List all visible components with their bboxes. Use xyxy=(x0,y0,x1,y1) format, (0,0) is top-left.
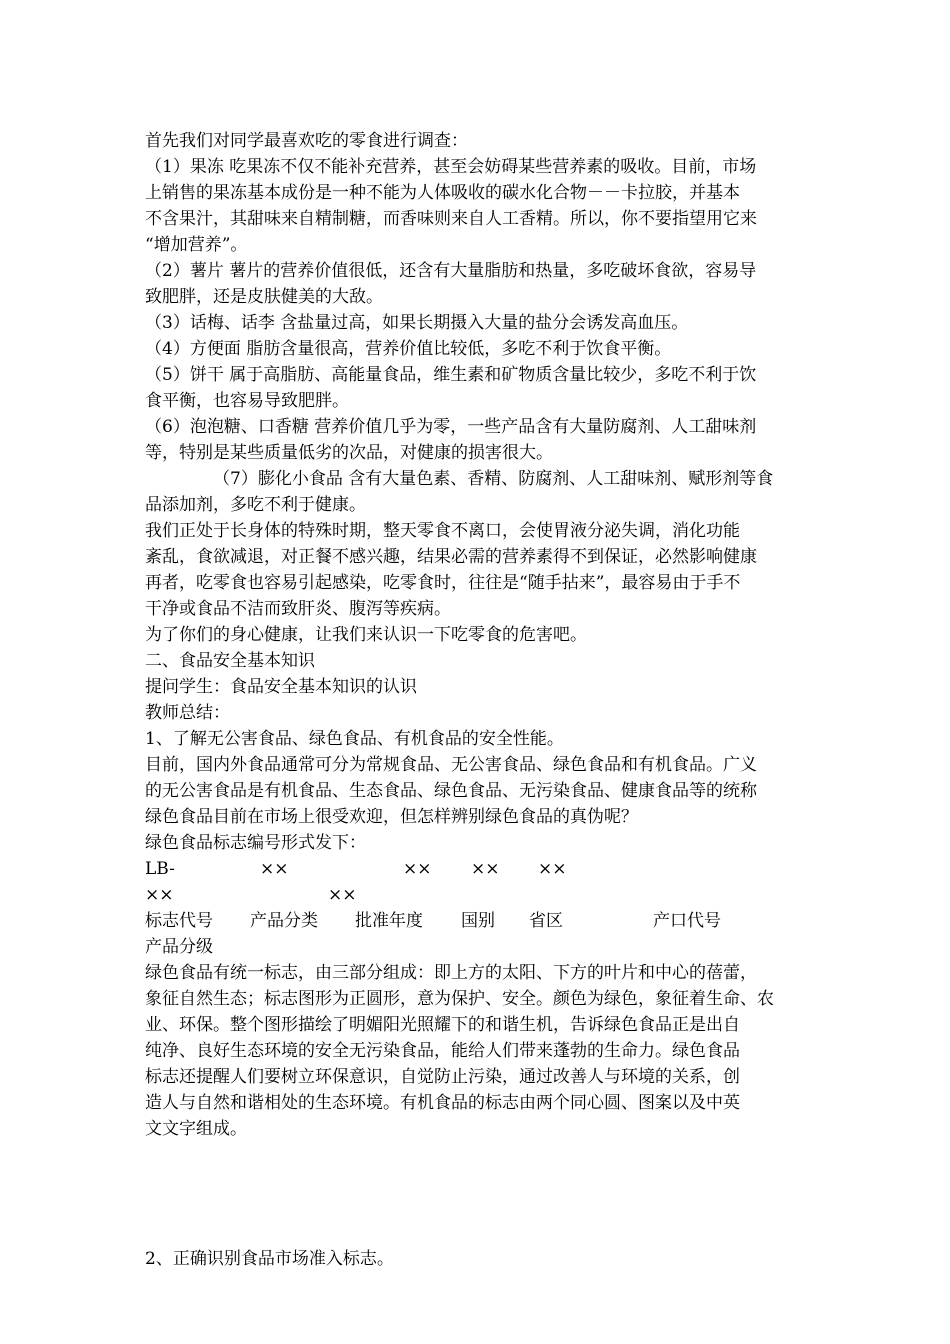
subsection-heading: 1、了解无公害食品、绿色食品、有机食品的安全性能。 xyxy=(145,729,564,749)
text-line: 象征自然生态；标志图形为正圆形，意为保护、安全。颜色为绿色，象征着生命、农 xyxy=(145,989,774,1009)
code-label: 标志代号 xyxy=(145,911,213,931)
text-line: 提问学生：食品安全基本知识的认识 xyxy=(145,677,417,697)
text-line: 干净或食品不洁而致肝炎、腹泻等疾病。 xyxy=(145,599,451,619)
code-label-row xyxy=(145,908,815,934)
code-part: ×× xyxy=(328,885,357,905)
blank-space xyxy=(145,1142,815,1246)
code-part: ×× xyxy=(471,859,500,879)
text-line: 等，特别是某些质量低劣的次品，对健康的损害很大。 xyxy=(145,443,553,463)
code-label: 产口代号 xyxy=(653,911,721,931)
code-format-row xyxy=(145,856,815,882)
code-label: 产品分级 xyxy=(145,937,213,957)
text-line: 紊乱，食欲减退，对正餐不感兴趣，结果必需的营养素得不到保证，必然影响健康 xyxy=(145,547,757,567)
text-line: 绿色食品目前在市场上很受欢迎，但怎样辨别绿色食品的真伪呢？ xyxy=(145,807,638,827)
text-line: 首先我们对同学最喜欢吃的零食进行调查： xyxy=(145,131,468,151)
code-format-row xyxy=(145,882,815,908)
text-line: （3）话梅、话李 含盐量过高，如果长期摄入大量的盐分会诱发高血压。 xyxy=(145,313,689,333)
document-body xyxy=(145,128,815,1272)
text-line: 上销售的果冻基本成份是一种不能为人体吸收的碳水化合物－－卡拉胶，并基本 xyxy=(145,183,740,203)
text-line: 品添加剂，多吃不利于健康。 xyxy=(145,495,366,515)
text-line: （5）饼干 属于高脂肪、高能量食品，维生素和矿物质含量比较少，多吃不利于饮 xyxy=(145,365,757,385)
text-line: （1）果冻 吃果冻不仅不能补充营养，甚至会妨碍某些营养素的吸收。目前，市场 xyxy=(145,157,757,177)
code-label: 批准年度 xyxy=(355,911,423,931)
text-line: （7）膨化小食品 含有大量色素、香精、防腐剂、人工甜味剂、赋形剂等食 xyxy=(213,469,774,489)
subsection-heading: 2、正确识别食品市场准入标志。 xyxy=(145,1249,394,1269)
text-line: 教师总结： xyxy=(145,703,230,723)
code-part: ×× xyxy=(403,859,432,879)
text-line: （2）薯片 薯片的营养价值很低，还含有大量脂肪和热量，多吃破坏食欲，容易导 xyxy=(145,261,757,281)
text-line: 业、环保。整个图形描绘了明媚阳光照耀下的和谐生机，告诉绿色食品正是出自 xyxy=(145,1015,740,1035)
text-line: 绿色食品有统一标志，由三部分组成：即上方的太阳、下方的叶片和中心的蓓蕾， xyxy=(145,963,757,983)
code-label: 产品分类 xyxy=(250,911,318,931)
code-part: ×× xyxy=(145,885,174,905)
text-line: （6）泡泡糖、口香糖 营养价值几乎为零，一些产品含有大量防腐剂、人工甜味剂 xyxy=(145,417,757,437)
text-line: 绿色食品标志编号形式发下： xyxy=(145,833,366,853)
text-line: 我们正处于长身体的特殊时期，整天零食不离口，会使胃液分泌失调，消化功能 xyxy=(145,521,740,541)
text-line: 标志还提醒人们要树立环保意识，自觉防止污染，通过改善人与环境的关系，创 xyxy=(145,1067,740,1087)
code-part: ×× xyxy=(260,859,289,879)
code-part: LB- xyxy=(145,859,175,879)
text-line: （4）方便面 脂肪含量很高，营养价值比较低，多吃不利于饮食平衡。 xyxy=(145,339,672,359)
code-part: ×× xyxy=(538,859,567,879)
text-line: 目前，国内外食品通常可分为常规食品、无公害食品、绿色食品和有机食品。广义 xyxy=(145,755,757,775)
text-line: 纯净、良好生态环境的安全无污染食品，能给人们带来蓬勃的生命力。绿色食品 xyxy=(145,1041,740,1061)
code-label: 省区 xyxy=(529,911,563,931)
code-label: 国别 xyxy=(461,911,495,931)
text-line: 不含果汁，其甜味来自精制糖，而香味则来自人工香精。所以，你不要指望用它来 xyxy=(145,209,757,229)
text-line: 食平衡，也容易导致肥胖。 xyxy=(145,391,349,411)
text-line: “增加营养”。 xyxy=(145,235,248,255)
text-line: 文文字组成。 xyxy=(145,1119,247,1139)
text-line: 致肥胖，还是皮肤健美的大敌。 xyxy=(145,287,383,307)
section-heading: 二、食品安全基本知识 xyxy=(145,651,315,671)
text-line: 再者，吃零食也容易引起感染，吃零食时，往往是“随手拈来”，最容易由于手不 xyxy=(145,573,741,593)
text-line: 的无公害食品是有机食品、生态食品、绿色食品、无污染食品、健康食品等的统称 xyxy=(145,781,757,801)
text-line: 为了你们的身心健康，让我们来认识一下吃零食的危害吧。 xyxy=(145,625,587,645)
text-line: 造人与自然和谐相处的生态环境。有机食品的标志由两个同心圆、图案以及中英 xyxy=(145,1093,740,1113)
